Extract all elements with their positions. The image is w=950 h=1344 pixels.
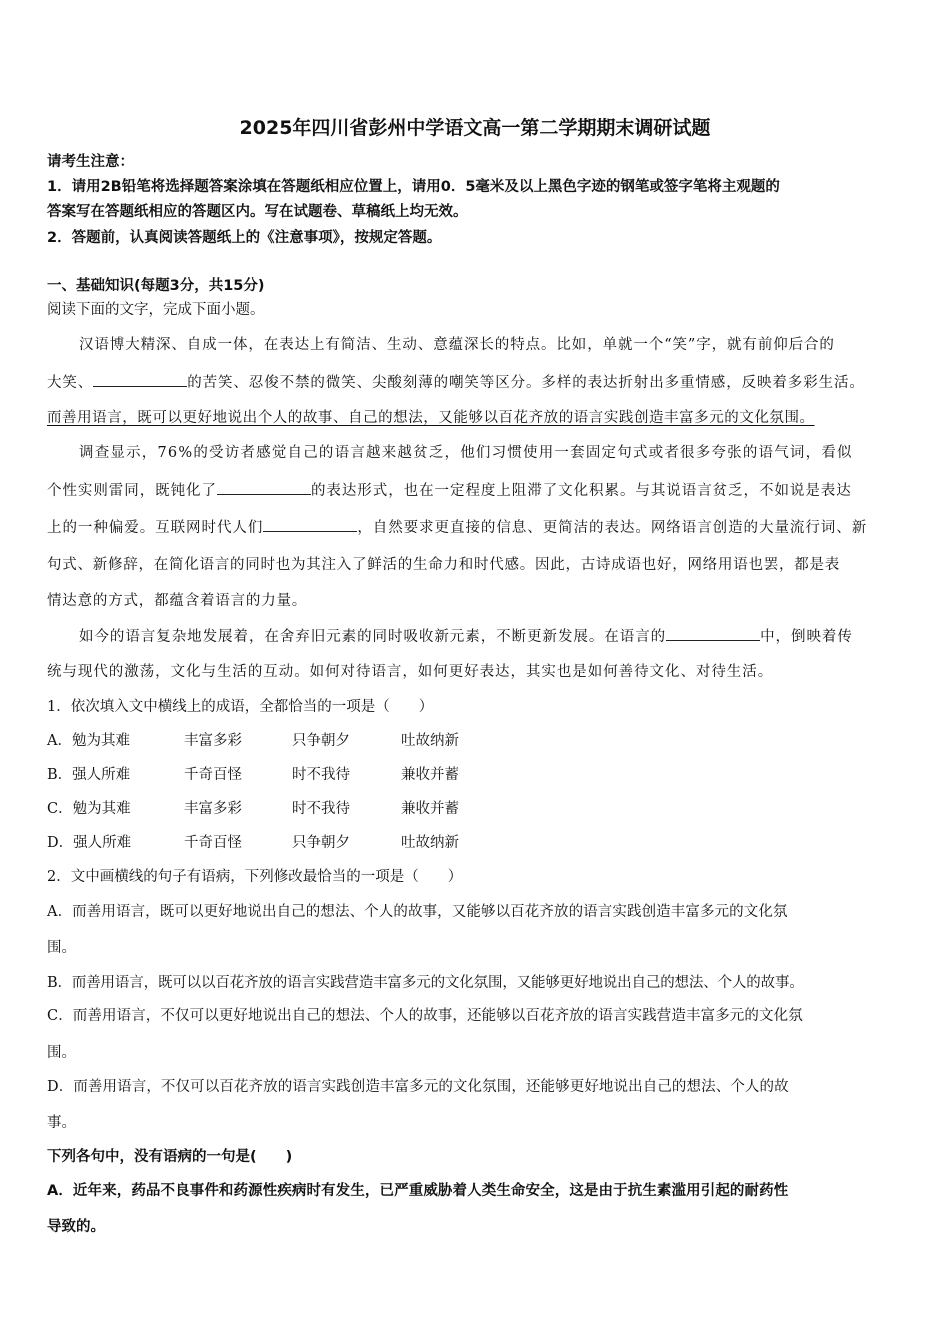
fill-blank-4 <box>666 626 760 641</box>
passage-p2-line4: 句式、新修辞，在简化语言的同时也为其注入了鲜活的生命力和时代感。因此，古诗成语也好，网络用语也罢，都是表 <box>47 557 840 573</box>
underlined-sentence: 而善用语言，既可以更好地说出个人的故事、自己的想法，又能够以百花齐放的语言实践创造丰富多元的文化氛围。 <box>47 410 815 426</box>
q3-option-a-cont: 导致的。 <box>47 1219 105 1235</box>
passage-p3-line2: 统与现代的激荡，文化与生活的互动。如何对待语言，如何更好表达，其实也是如何善待文化、对待生活。 <box>47 664 774 680</box>
fill-blank-2 <box>217 480 311 495</box>
fill-blank-1 <box>93 372 187 387</box>
passage-p2-line1: 调查显示，76%的受访者感觉自己的语言越来越贫乏，他们习惯使用一套固定句式或者很多夸张的语气词，看似 <box>79 445 853 461</box>
q1-option-b-label[interactable]: B．强人所难 <box>47 767 131 783</box>
q2-option-b[interactable]: B．而善用语言，既可以以百花齐放的语言实践营造丰富多元的文化氛围，又能够更好地说出自己的想法、个人的故事。 <box>47 975 804 991</box>
passage-p1-line1: 汉语博大精深、自成一体，在表达上有简洁、生动、意蕴深长的特点。比如，单就一个“笑”字，就有前仰后合的 <box>79 337 835 353</box>
notice-line-2: 答案写在答题纸相应的答题区内。写在试题卷、草稿纸上均无效。 <box>47 204 468 220</box>
q2-option-c[interactable]: C．而善用语言，不仅可以更好地说出自己的想法、个人的故事，还能够以百花齐放的语言实践营造丰富多元的文化氛 <box>47 1008 803 1024</box>
fill-blank-3 <box>263 517 357 532</box>
q1-option-a-word3: 只争朝夕 <box>292 733 350 749</box>
q1-option-b-word2: 千奇百怪 <box>184 767 242 783</box>
passage-p2-line5: 情达意的方式，都蕴含着语言的力量。 <box>47 593 308 609</box>
question-2-stem: 2．文中画横线的句子有语病，下列修改最恰当的一项是（ ） <box>47 869 463 885</box>
q1-option-a-word4: 吐故纳新 <box>401 733 459 749</box>
q1-option-d-word4: 吐故纳新 <box>401 835 459 851</box>
q1-option-d-label[interactable]: D．强人所难 <box>47 835 132 851</box>
notice-heading: 请考生注意： <box>47 154 134 170</box>
q2-option-c-cont: 围。 <box>47 1045 76 1061</box>
question-3-stem: 下列各句中，没有语病的一句是( ) <box>47 1149 293 1165</box>
passage-p3-line1: 如今的语言复杂地发展着，在舍弃旧元素的同时吸收新元素，不断更新发展。在语言的 中，倒映着传 <box>79 626 853 647</box>
q1-option-d-word2: 千奇百怪 <box>184 835 242 851</box>
passage-p2-line3: 上的一种偏爱。互联网时代人们 ，自然要求更直接的信息、更简洁的表达。网络语言创造的大量流行词、新 <box>47 517 867 538</box>
question-1-stem: 1．依次填入文中横线上的成语，全都恰当的一项是（ ） <box>47 699 434 715</box>
q1-option-a-word2: 丰富多彩 <box>184 733 242 749</box>
notice-line-3: 2．答题前，认真阅读答题纸上的《注意事项》，按规定答题。 <box>47 230 442 246</box>
q1-option-c-word2: 丰富多彩 <box>184 801 242 817</box>
passage-p2-line2: 个性实则雷同，既钝化了 的表达形式，也在一定程度上阻滞了文化积累。与其说语言贫乏，不如说是表达 <box>47 480 852 501</box>
section-instruction: 阅读下面的文字，完成下面小题。 <box>47 302 265 318</box>
notice-line-1: 1．请用2B铅笔将选择题答案涂填在答题纸相应位置上，请用0．5毫米及以上黑色字迹的钢笔或签字笔将主观题的 <box>47 179 780 195</box>
q2-option-d[interactable]: D．而善用语言，不仅可以百花齐放的语言实践创造丰富多元的文化氛围，还能够更好地说出自己的想法、个人的故 <box>47 1079 789 1095</box>
q1-option-c-word3: 时不我待 <box>292 801 350 817</box>
q2-option-a[interactable]: A．而善用语言，既可以更好地说出自己的想法、个人的故事，又能够以百花齐放的语言实践创造丰富多元的文化氛 <box>47 904 788 920</box>
section-heading: 一、基础知识(每题3分，共15分) <box>47 278 265 294</box>
passage-p1-line2: 大笑、 的苦笑、忍俊不禁的微笑、尖酸刻薄的嘲笑等区分。多样的表达折射出多重情感，反映着多彩生活。 <box>47 372 865 393</box>
q1-option-c-word4: 兼收并蓄 <box>401 801 459 817</box>
q1-option-a-label[interactable]: A．勉为其难 <box>47 733 130 749</box>
q1-option-b-word4: 兼收并蓄 <box>401 767 459 783</box>
q1-option-c-label[interactable]: C．勉为其难 <box>47 801 131 817</box>
q2-option-a-cont: 围。 <box>47 940 76 956</box>
page-title: 2025年四川省彭州中学语文高一第二学期期末调研试题 <box>239 117 711 139</box>
q1-option-b-word3: 时不我待 <box>292 767 350 783</box>
q3-option-a[interactable]: A．近年来，药品不良事件和药源性疾病时有发生，已严重威胁着人类生命安全，这是由于抗生素滥用引起的耐药性 <box>47 1183 789 1199</box>
q2-option-d-cont: 事。 <box>47 1115 76 1131</box>
q1-option-d-word3: 只争朝夕 <box>292 835 350 851</box>
